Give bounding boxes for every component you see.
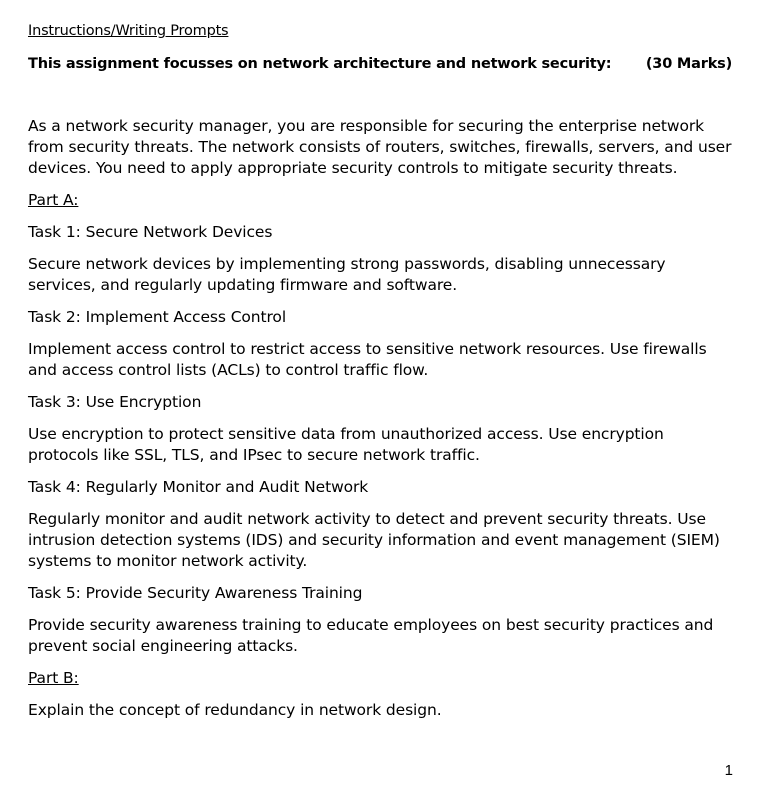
document-page xyxy=(28,21,734,732)
task-2-title: Task 2: Implement Access Control xyxy=(28,308,287,326)
task-3-body: Use encryption to protect sensitive data from unauthorized access. Use encryption protocols like SSL, TLS, and IPsec to secure network traffic. xyxy=(28,425,664,464)
intro-paragraph: As a network security manager, you are responsible for securing the enterprise network from security threats. The network consists of routers, switches, firewalls, servers, and user devices. You need to apply appropriate security controls to mitigate security threats. xyxy=(28,117,732,177)
task-2-body: Implement access control to restrict access to sensitive network resources. Use firewalls and access control lists (ACLs) to control traffic flow. xyxy=(28,340,707,379)
task-1-body: Secure network devices by implementing strong passwords, disabling unnecessary services, and regularly updating firmware and software. xyxy=(28,255,666,294)
task-1-title: Task 1: Secure Network Devices xyxy=(28,223,273,241)
task-4-body: Regularly monitor and audit network activity to detect and prevent security threats. Use intrusion detection systems (IDS) and security information and event management (SIEM) systems to monitor network activity. xyxy=(28,510,720,570)
task-5-title: Task 5: Provide Security Awareness Training xyxy=(28,584,363,602)
part-a-label: Part A: xyxy=(28,191,79,209)
marks-label: (30 Marks) xyxy=(645,56,732,72)
task-5-body: Provide security awareness training to educate employees on best security practices and prevent social engineering attacks. xyxy=(28,616,714,655)
part-b-question: Explain the concept of redundancy in network design. xyxy=(28,701,442,719)
page-number: 1 xyxy=(724,762,733,779)
part-b-label: Part B: xyxy=(28,669,79,687)
assignment-title: This assignment focusses on network architecture and network security: xyxy=(28,56,612,72)
assignment-title-row xyxy=(28,54,734,74)
task-3-title: Task 3: Use Encryption xyxy=(28,393,202,411)
task-4-title: Task 4: Regularly Monitor and Audit Network xyxy=(28,478,369,496)
instructions-heading: Instructions/Writing Prompts xyxy=(28,23,229,39)
